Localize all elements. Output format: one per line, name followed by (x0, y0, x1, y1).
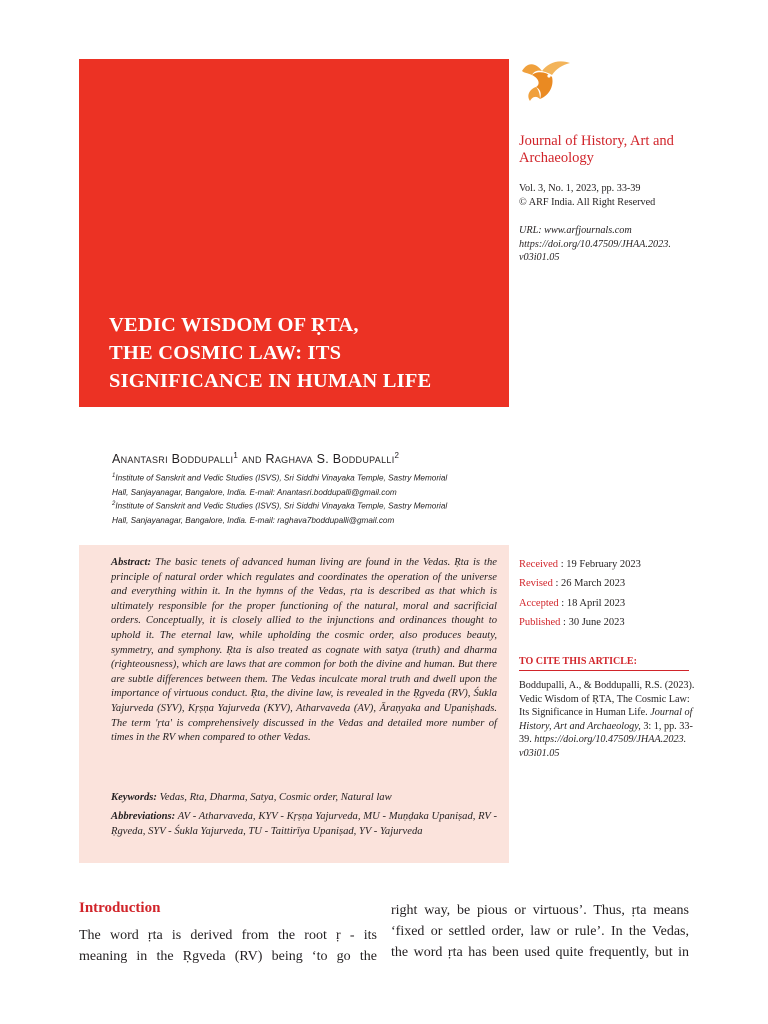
body-column-right (391, 900, 689, 963)
keywords: Keywords: Vedas, Rta, Dharma, Satya, Cosmic order, Natural law (111, 792, 392, 803)
body-text-line: meaning in the Ṛgveda (RV) being ‘to go the (79, 949, 377, 964)
section-heading-introduction: Introduction (79, 900, 161, 916)
citation-text: Boddupalli, A., & Boddupalli, R.S. (2023). Vedic Wisdom of ṚTA, The Cosmic Law: Its Significance in Human Life. Journal of History, Art and Archaeology, 3: 1, pp. 33-39. https://doi.org/10.47509/JHAA.2023. v03i01.05 (519, 680, 695, 759)
title-line-1: VEDIC WISDOM OF ṚTA, (109, 314, 359, 336)
publication-dates (519, 555, 641, 633)
published-date: Published : 30 June 2023 (519, 617, 625, 629)
body-text-line: The word ṛta is derived from the root ṛ - its (79, 928, 377, 943)
body-text-line: the word ṛta has been used quite frequently, but in (391, 945, 689, 960)
received-date: Received : 19 February 2023 (519, 559, 641, 570)
body-text-line: ‘fixed or settled order, law or rule’. In the Vedas, (391, 924, 689, 939)
copyright-line: © ARF India. All Right Reserved (519, 196, 656, 208)
author-name: Anantasri Boddupalli (112, 452, 234, 467)
abbreviations: Abbreviations: AV - Atharvaveda, KYV - Kṛṣṇa Yajurveda, MU - Muṇḍaka Upaniṣad, RV - Ṛgveda, SYV - Śukla Yajurveda, TU - Taittirīya Upaniṣad, YV - Yajurveda (111, 811, 497, 838)
cite-heading: TO CITE THIS ARTICLE: (519, 656, 689, 671)
volume-info (519, 182, 719, 209)
body-column-left (79, 925, 377, 967)
article-title (109, 311, 504, 395)
citation-doi-link[interactable]: https://doi.org/10.47509/JHAA.2023. v03i01.05 (519, 734, 687, 759)
title-banner (79, 59, 509, 407)
doi-link-line-2[interactable]: v03i01.05 (519, 252, 560, 263)
author-list: Anantasri Boddupalli$^1$ and Raghava S. Boddupalli$^2$ (112, 451, 400, 467)
body-text-line: right way, be pious or virtuous’. Thus, ṛta means (391, 903, 689, 918)
abstract-label: Abstract: (111, 557, 152, 568)
url-block (519, 224, 699, 265)
abstract-text: Abstract: The basic tenets of advanced human living are found in the Vedas. Ṛta is the principle of natural order which regulates and coordinates the operation of the universe and everything within it. In the hymns of the Vedas, ṛta is described as that which is ultimately responsible for the proper functioning of the natural, moral and sacrificial orders. Conceptually, it is closely allied to the injunctions and ordinances thought to uphold it. The eternal law, while upholding the cosmic order, also produces beauty, symmetry, and symphony. Ṛta is also treated as cognate with satya (truth) and dharma (righteousness), which are laws that are common for both the divine and human. But there are subtle differences between them. The Vedas inculcate moral truth and dwell upon the importance of virtuous conduct. Ṛta, the divine law, is revealed in the Ṛgveda (RV), Śukla Yajurveda (SYV), Kṛṣṇa Yajurveda (KYV), Atharvaveda (AV), Āraṇyaka and Upaniṣhads. The term 'ṛta' is comprehensively discussed in the Vedas and detailed more number of times in the RV when compared to other Vedas. (111, 557, 497, 744)
affiliation-2: $^2$Institute of Sanskrit and Vedic Studies (ISVS), Sri Siddhi Vinayaka Temple, Sastry Memorial Hall, Sanjayanagar, Bangalore, India. E-mail: raghava7boddupalli@gmail.com (112, 501, 448, 525)
journal-name: Journal of History, Art and Archaeology (519, 133, 674, 166)
journal-bird-logo-icon (516, 57, 574, 105)
title-line-2: THE COSMIC LAW: ITS (109, 342, 342, 364)
affiliation-1: $^1$Institute of Sanskrit and Vedic Studies (ISVS), Sri Siddhi Vinayaka Temple, Sastry Memorial Hall, Sanjayanagar, Bangalore, India. E-mail: Anantasri.boddupalli@gmail.com (112, 473, 448, 497)
journal-url[interactable]: URL: www.arfjournals.com (519, 225, 632, 236)
title-line-3: SIGNIFICANCE IN HUMAN LIFE (109, 370, 432, 392)
doi-link-line-1[interactable]: https://doi.org/10.47509/JHAA.2023. (519, 238, 671, 250)
abstract-box (79, 545, 509, 863)
author-name: Raghava S. Boddupalli (265, 452, 395, 467)
volume-line: Vol. 3, No. 1, 2023, pp. 33-39 (519, 183, 641, 194)
revised-date: Revised : 26 March 2023 (519, 578, 626, 590)
accepted-date: Accepted : 18 April 2023 (519, 597, 626, 609)
